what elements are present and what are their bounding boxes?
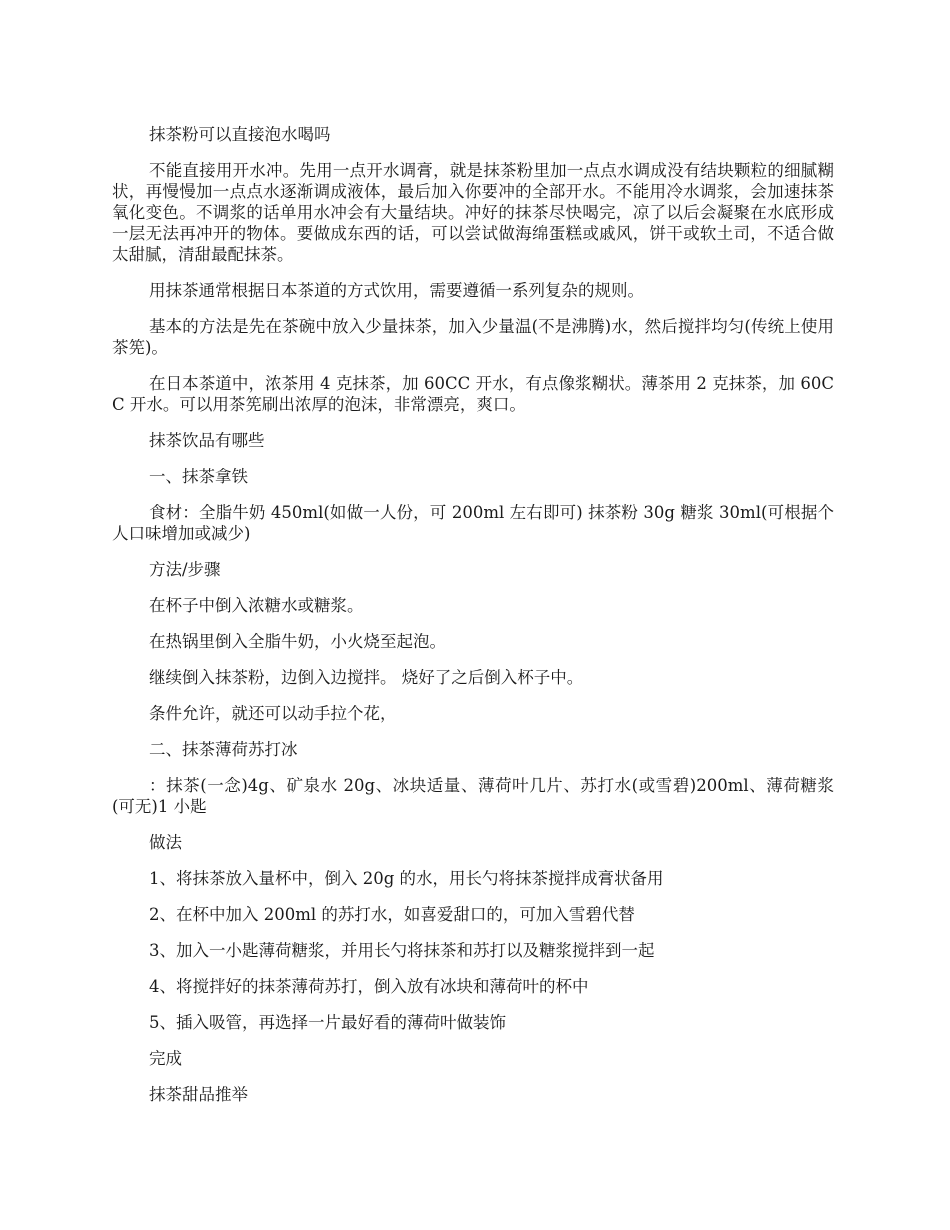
list-item: 在杯子中倒入浓糖水或糖浆。 [149, 596, 364, 615]
document-body [112, 124, 834, 1120]
paragraph-basic-method: 基本的方法是先在茶碗中放入少量抹茶，加入少量温(不是沸腾)水，然后搅拌均匀(传统上使用茶筅)。 [112, 317, 834, 357]
heading-matcha-drinks: 抹茶饮品有哪些 [149, 431, 265, 450]
paragraph-done: 完成 [149, 1049, 182, 1068]
heading-method: 做法 [149, 833, 182, 852]
list-item: 5、插入吸管，再选择一片最好看的薄荷叶做装饰 [149, 1013, 506, 1032]
list-item: 条件允许，就还可以动手拉个花， [149, 704, 397, 723]
list-item: 2、在杯中加入 200ml 的苏打水，如喜爱甜口的，可加入雪碧代替 [149, 905, 635, 924]
paragraph-tea-ceremony-rules: 用抹茶通常根据日本茶道的方式饮用，需要遵循一系列复杂的规则。 [149, 281, 644, 300]
list-item: 3、加入一小匙薄荷糖浆，并用长勺将抹茶和苏打以及糖浆搅拌到一起 [149, 941, 655, 960]
heading-matcha-powder-brew: 抹茶粉可以直接泡水喝吗 [149, 125, 331, 144]
paragraph-mint-soda-ingredients: ：抹茶(一念)4g、矿泉水 20g、冰块适量、薄荷叶几片、苏打水(或雪碧)200ml、薄荷糖浆(可无)1 小匙 [112, 776, 834, 816]
list-item: 4、将搅拌好的抹茶薄荷苏打，倒入放有冰块和薄荷叶的杯中 [149, 977, 589, 996]
heading-matcha-latte: 一、抹茶拿铁 [149, 467, 248, 486]
list-item: 继续倒入抹茶粉，边倒入边搅拌。 烧好了之后倒入杯子中。 [149, 668, 584, 687]
paragraph-brewing-method: 不能直接用开水冲。先用一点开水调膏，就是抹茶粉里加一点点水调成没有结块颗粒的细腻糊状，再慢慢加一点点水逐渐调成液体，最后加入你要冲的全部开水。不能用冷水调浆，会加速抹茶氧化变色。不调浆的话单用水冲会有大量结块。冲好的抹茶尽快喝完，凉了以后会凝聚在水底形成一层无法再冲开的物体。要做成东西的话，可以尝试做海绵蛋糕或戚风，饼干或软土司，不适合做太甜腻，清甜最配抹茶。 [112, 161, 834, 264]
list-item: 1、将抹茶放入量杯中，倒入 20g 的水，用长勺将抹茶搅拌成膏状备用 [149, 869, 664, 888]
paragraph-latte-ingredients: 食材：全脂牛奶 450ml(如做一人份，可 200ml 左右即可) 抹茶粉 30g 糖浆 30ml(可根据个人口味增加或减少) [112, 503, 834, 543]
heading-method-steps: 方法/步骤 [149, 560, 221, 579]
paragraph-koicha-usucha: 在日本茶道中，浓茶用 4 克抹茶，加 60CC 开水，有点像浆糊状。薄茶用 2 克抹茶，加 60CC 开水。可以用茶筅刷出浓厚的泡沫，非常漂亮，爽口。 [112, 374, 834, 414]
heading-mint-soda: 二、抹茶薄荷苏打冰 [149, 740, 298, 759]
list-item: 在热锅里倒入全脂牛奶，小火烧至起泡。 [149, 632, 446, 651]
heading-matcha-desserts: 抹茶甜品推举 [149, 1085, 248, 1104]
